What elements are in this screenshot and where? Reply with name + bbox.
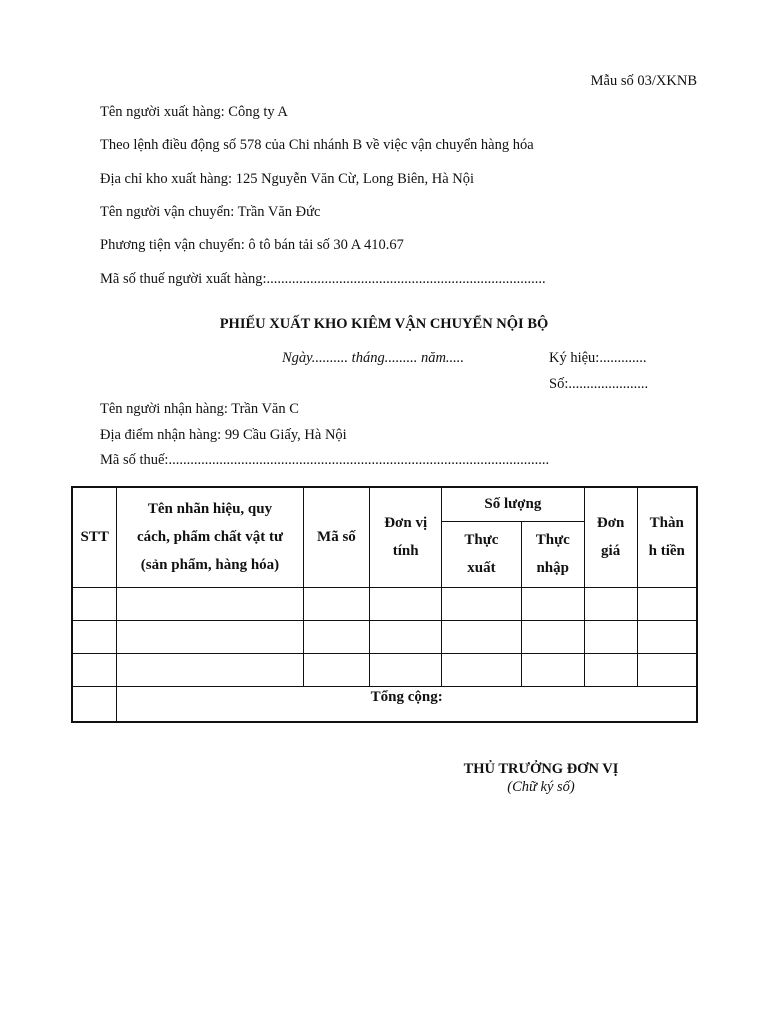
header-code: Mã số xyxy=(303,487,370,587)
total-label: Tổng cộng: xyxy=(117,686,697,722)
table-cell xyxy=(637,587,697,620)
table-cell xyxy=(72,686,117,722)
table-row xyxy=(72,620,697,653)
table-cell xyxy=(72,587,117,620)
header-item-name-line3: (sản phẩm, hàng hóa) xyxy=(140,557,280,574)
total-row xyxy=(72,686,697,722)
header-actual-export xyxy=(442,521,522,587)
header-actual-import-line1: Thực xyxy=(535,532,570,548)
table-cell xyxy=(72,653,117,686)
table-row xyxy=(72,587,697,620)
transfer-order: Theo lệnh điều động số 578 của Chi nhánh B về việc vận chuyển hàng hóa xyxy=(100,137,534,153)
header-item-name-line1: Tên nhãn hiệu, quy xyxy=(147,501,273,518)
header-actual-export-line1: Thực xyxy=(464,532,499,548)
table-cell xyxy=(637,620,697,653)
form-code: Mẫu số 03/XKNB xyxy=(590,73,697,89)
table-cell xyxy=(370,587,442,620)
header-unit xyxy=(370,487,442,587)
items-table xyxy=(71,486,698,723)
table-cell xyxy=(117,587,303,620)
sender-name: Tên người xuất hàng: Công ty A xyxy=(100,104,288,120)
signer-subtitle: (Chữ ký số) xyxy=(507,779,575,795)
symbol-field: Ký hiệu:............. xyxy=(549,350,647,366)
header-quantity: Số lượng xyxy=(442,487,585,521)
header-actual-import-line2: nhập xyxy=(536,560,569,576)
sender-tax-code: Mã số thuế người xuất hàng:............................................................................. xyxy=(100,271,546,287)
table-cell xyxy=(584,587,637,620)
table-cell xyxy=(303,653,370,686)
warehouse-address: Địa chỉ kho xuất hàng: 125 Nguyễn Văn Cừ, Long Biên, Hà Nội xyxy=(100,171,475,187)
header-amount xyxy=(637,487,697,587)
header-unit-price-line1: Đơn xyxy=(596,515,625,532)
table-cell xyxy=(521,620,584,653)
receiver-name: Tên người nhận hàng: Trần Văn C xyxy=(100,401,299,417)
table-cell xyxy=(442,587,522,620)
table-cell xyxy=(442,620,522,653)
table-cell xyxy=(442,653,522,686)
table-cell xyxy=(584,620,637,653)
header-item-name xyxy=(117,487,303,587)
header-unit-line1: Đơn vị xyxy=(384,515,428,532)
vehicle: Phương tiện vận chuyển: ô tô bán tải số 30 A 410.67 xyxy=(100,237,404,253)
header-stt: STT xyxy=(72,487,117,587)
table-cell xyxy=(637,653,697,686)
date-line: Ngày.......... tháng......... năm..... xyxy=(282,350,465,366)
table-cell xyxy=(370,620,442,653)
receive-location: Địa điểm nhận hàng: 99 Cầu Giấy, Hà Nội xyxy=(100,427,347,443)
table-cell xyxy=(303,620,370,653)
signer-title: THỦ TRƯỞNG ĐƠN VỊ xyxy=(463,761,619,777)
header-amount-line2: h tiền xyxy=(648,543,685,560)
header-actual-import xyxy=(521,521,584,587)
header-unit-line2: tính xyxy=(392,543,419,560)
document-title: PHIẾU XUẤT KHO KIÊM VẬN CHUYỂN NỘI BỘ xyxy=(219,316,549,332)
table-row xyxy=(72,653,697,686)
carrier-name: Tên người vận chuyển: Trần Văn Đức xyxy=(100,204,321,220)
table-cell xyxy=(370,653,442,686)
header-unit-price-line2: giá xyxy=(601,543,621,560)
header-unit-price xyxy=(584,487,637,587)
number-field: Số:...................... xyxy=(549,376,649,392)
receiver-tax-code: Mã số thuế:......................................................................................................... xyxy=(100,452,550,468)
table-cell xyxy=(72,620,117,653)
table-cell xyxy=(521,653,584,686)
table-cell xyxy=(117,620,303,653)
header-amount-line1: Thàn xyxy=(649,515,684,532)
table-cell xyxy=(584,653,637,686)
header-actual-export-line2: xuất xyxy=(467,560,496,576)
table-cell xyxy=(303,587,370,620)
table-cell xyxy=(117,653,303,686)
header-item-name-line2: cách, phẩm chất vật tư xyxy=(136,529,284,546)
table-cell xyxy=(521,587,584,620)
